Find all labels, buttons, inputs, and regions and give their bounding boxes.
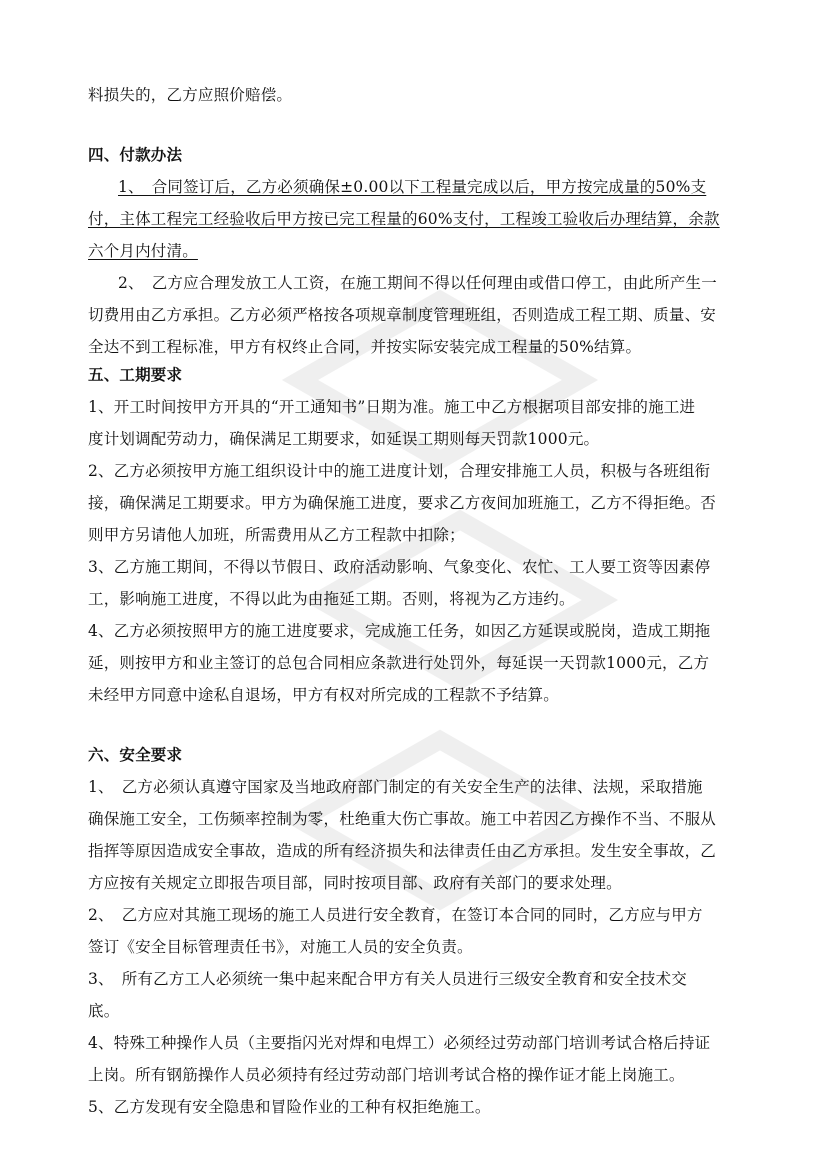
- paragraph-line: 度计划调配劳动力，确保满足工期要求，如延误工期则每天罚款1000元。: [88, 430, 600, 448]
- paragraph-line: 则甲方另请他人加班，所需费用从乙方工程款中扣除；: [88, 526, 465, 544]
- paragraph-line: 2、 乙方应合理发放工人工资，在施工期间不得以任何理由或借口停工，由此所产生一: [118, 274, 717, 292]
- paragraph-line: 延，则按甲方和业主签订的总包合同相应条款进行处罚外，每延误一天罚款1000元，乙方: [88, 654, 710, 672]
- paragraph-line: 接，确保满足工期要求。甲方为确保施工进度，要求乙方夜间加班施工，乙方不得拒绝。否: [88, 494, 717, 512]
- paragraph-line: 4、乙方必须按照甲方的施工进度要求，完成施工任务，如因乙方延误或脱岗，造成工期拖: [88, 622, 711, 640]
- paragraph-line: 1、开工时间按甲方开具的“开工通知书”日期为准。施工中乙方根据项目部安排的施工进: [88, 398, 696, 416]
- paragraph-line: 全达不到工程标准，甲方有权终止合同，并按实际安装完成工程量的50%结算。: [88, 338, 642, 356]
- paragraph-line: 5、乙方发现有安全隐患和冒险作业的工种有权拒绝施工。: [88, 1098, 491, 1116]
- paragraph-line: 切费用由乙方承担。乙方必须严格按各项规章制度管理班组，否则造成工程工期、质量、安: [88, 306, 717, 324]
- paragraph-line: 上岗。所有钢筋操作人员必须持有经过劳动部门培训考试合格的操作证才能上岗施工。: [88, 1066, 685, 1084]
- document-body: [88, 84, 768, 1128]
- section-heading-schedule: 五、工期要求: [88, 365, 183, 384]
- paragraph-line: 确保施工安全，工伤频率控制为零，杜绝重大伤亡事故。施工中若因乙方操作不当、不服从: [88, 810, 717, 828]
- paragraph-line: 4、特殊工种操作人员（主要指闪光对焊和电焊工）必须经过劳动部门培训考试合格后持证: [88, 1034, 711, 1052]
- paragraph-line: 工，影响施工进度，不得以此为由拖延工期。否则，将视为乙方违约。: [88, 590, 575, 608]
- paragraph-line: 3、 所有乙方工人必须统一集中起来配合甲方有关人员进行三级安全教育和安全技术交: [88, 970, 687, 988]
- paragraph-line: 2、 乙方应对其施工现场的施工人员进行安全教育，在签订本合同的同时，乙方应与甲方: [88, 906, 703, 924]
- paragraph-line: 1、 乙方必须认真遵守国家及当地政府部门制定的有关安全生产的法律、法规，采取措施: [88, 778, 703, 796]
- paragraph-line: 底。: [88, 1002, 120, 1020]
- paragraph-line: 指挥等原因造成安全事故，造成的所有经济损失和法律责任由乙方承担。发生安全事故，乙: [88, 842, 717, 860]
- paragraph-line: 1、 合同签订后，乙方必须确保±0.00以下工程量完成以后，甲方按完成量的50%支: [118, 178, 707, 196]
- paragraph-line: 方应按有关规定立即报告项目部，同时按项目部、政府有关部门的要求处理。: [88, 874, 622, 892]
- paragraph-line: 3、乙方施工期间，不得以节假日、政府活动影响、气象变化、农忙、工人要工资等因素停: [88, 558, 711, 576]
- section-heading-payment: 四、付款办法: [88, 145, 183, 164]
- intro-line: 料损失的，乙方应照价赔偿。: [88, 86, 293, 104]
- paragraph-line: 付，主体工程完工经验收后甲方按已完工程量的60%支付，工程竣工验收后办理结算，余款: [88, 210, 720, 228]
- paragraph-line: 2、乙方必须按甲方施工组织设计中的施工进度计划，合理安排施工人员，积极与各班组衔: [88, 462, 711, 480]
- paragraph-line: 未经甲方同意中途私自退场，甲方有权对所完成的工程款不予结算。: [88, 686, 560, 704]
- paragraph-line: 签订《安全目标管理责任书》，对施工人员的安全负责。: [88, 938, 473, 956]
- section-heading-safety: 六、安全要求: [88, 745, 183, 764]
- paragraph-line: 六个月内付清。: [88, 242, 198, 260]
